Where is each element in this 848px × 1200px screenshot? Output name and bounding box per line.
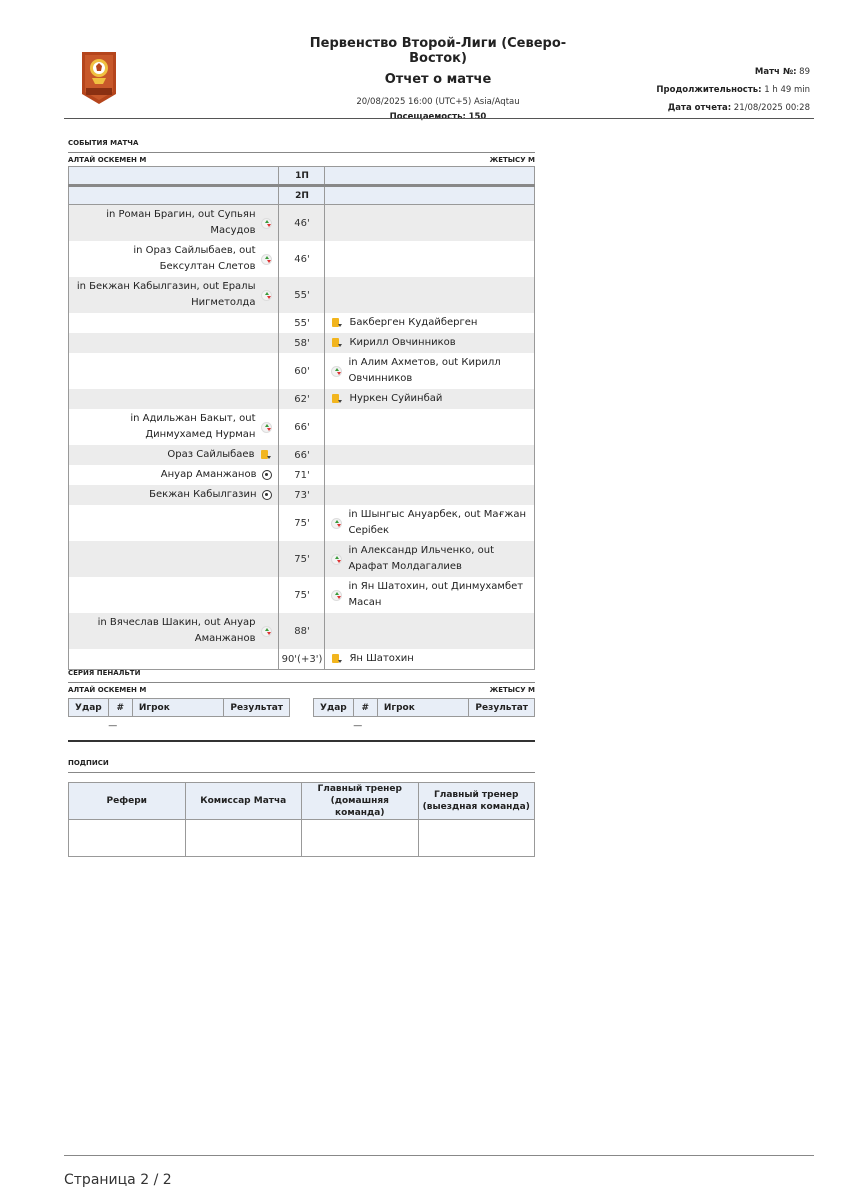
signatures-table xyxy=(68,782,535,857)
penalty-section xyxy=(68,669,535,742)
away-penalty-table xyxy=(313,698,535,735)
event-text: in Ораз Сайлыбаев, out Бексултан Слетов xyxy=(133,245,256,272)
footer-divider xyxy=(64,1155,814,1156)
event-text: in Роман Брагин, out Супьян Масудов xyxy=(106,209,256,236)
sig-home-coach-header: Главный тренер (домашняя команда) xyxy=(302,783,419,820)
event-row xyxy=(69,577,535,613)
event-text: Бакберген Кудайберген xyxy=(349,317,478,328)
match-duration: Продолжительность: 1 h 49 min xyxy=(656,85,810,95)
event-text: in Александр Ильченко, out Арафат Молдагалиев xyxy=(348,545,495,572)
period-label-1: 1П xyxy=(279,167,325,186)
event-row xyxy=(69,541,535,577)
event-row xyxy=(69,241,535,277)
away-team-name: ЖЕТЫСУ М xyxy=(489,156,535,164)
event-text: Ян Шатохин xyxy=(349,653,414,664)
home-penalty-table xyxy=(68,698,290,735)
event-row xyxy=(69,205,535,242)
substitution-icon xyxy=(331,518,342,529)
report-date: Дата отчета: 21/08/2025 00:28 xyxy=(667,103,810,113)
goal-ball-icon xyxy=(262,470,272,480)
header-divider xyxy=(64,118,814,119)
event-row xyxy=(69,313,535,333)
substitution-icon xyxy=(331,590,342,601)
event-text: in Алим Ахметов, out Кирилл Овчинников xyxy=(348,357,501,384)
yellow-card-icon xyxy=(331,317,343,329)
event-row xyxy=(69,353,535,389)
substitution-icon xyxy=(261,422,272,433)
event-row xyxy=(69,445,535,465)
event-text: in Ян Шатохин, out Динмухамбет Масан xyxy=(348,581,524,608)
event-text: in Вячеслав Шакин, out Ануар Аманжанов xyxy=(97,617,256,644)
event-row xyxy=(69,649,535,670)
home-penalty-empty: — xyxy=(108,721,118,731)
attendance: Посещаемость: 150 xyxy=(389,112,487,122)
goal-ball-icon xyxy=(262,490,272,500)
col-number: # xyxy=(108,699,132,717)
yellow-card-icon xyxy=(331,653,343,665)
match-number: Матч №: 89 xyxy=(754,67,810,77)
away-penalty-empty: — xyxy=(353,721,363,731)
event-minute: 62' xyxy=(279,389,325,409)
event-row xyxy=(69,409,535,445)
substitution-icon xyxy=(331,366,342,377)
signatures-section-title: ПОДПИСИ xyxy=(68,759,535,773)
home-team-name: АЛТАЙ ОСКЕМЕН М xyxy=(68,156,147,164)
period-row-2 xyxy=(69,186,535,205)
col-player: Игрок xyxy=(377,699,469,717)
event-minute: 58' xyxy=(279,333,325,353)
yellow-card-icon xyxy=(331,337,343,349)
col-shot: Удар xyxy=(69,699,109,717)
event-minute: 66' xyxy=(279,445,325,465)
event-text: Ануар Аманжанов xyxy=(160,469,257,480)
period-row-1 xyxy=(69,167,535,186)
substitution-icon xyxy=(261,218,272,229)
col-player: Игрок xyxy=(132,699,224,717)
page-number: Страница 2 / 2 xyxy=(64,1172,172,1188)
sig-referee-box xyxy=(69,820,186,857)
event-minute: 71' xyxy=(279,465,325,485)
event-minute: 55' xyxy=(279,313,325,333)
event-row xyxy=(69,277,535,313)
col-result: Результат xyxy=(469,699,535,717)
substitution-icon xyxy=(261,290,272,301)
event-minute: 55' xyxy=(279,277,325,313)
event-minute: 75' xyxy=(279,505,325,541)
sig-away-coach-header: Главный тренер (выездная команда) xyxy=(418,783,535,820)
col-number: # xyxy=(353,699,377,717)
event-minute: 66' xyxy=(279,409,325,445)
match-events-section xyxy=(68,139,535,670)
col-result: Результат xyxy=(224,699,290,717)
league-logo xyxy=(76,50,122,106)
sig-commissioner-header: Комиссар Матча xyxy=(185,783,302,820)
report-title: Отчет о матче xyxy=(384,72,492,87)
event-row xyxy=(69,389,535,409)
sig-away-coach-box xyxy=(418,820,535,857)
col-shot: Удар xyxy=(314,699,354,717)
event-text: Бекжан Кабылгазин xyxy=(149,489,257,500)
league-title: Первенство Второй-Лиги (Северо-Восток) xyxy=(309,36,567,66)
signatures-section xyxy=(68,759,535,857)
event-minute: 46' xyxy=(279,205,325,242)
substitution-icon xyxy=(261,626,272,637)
match-datetime: 20/08/2025 16:00 (UTC+5) Asia/Aqtau xyxy=(356,97,520,107)
event-text: Нуркен Суйинбай xyxy=(349,393,443,404)
event-text: Кирилл Овчинников xyxy=(349,337,456,348)
substitution-icon xyxy=(261,254,272,265)
event-minute: 75' xyxy=(279,541,325,577)
penalty-home-team: АЛТАЙ ОСКЕМЕН М xyxy=(68,686,147,694)
event-text: Ораз Сайлыбаев xyxy=(167,449,255,460)
event-minute: 88' xyxy=(279,613,325,649)
event-minute: 75' xyxy=(279,577,325,613)
events-table xyxy=(68,166,535,670)
substitution-icon xyxy=(331,554,342,565)
penalty-away-team: ЖЕТЫСУ М xyxy=(489,686,535,694)
penalty-section-title: СЕРИЯ ПЕНАЛЬТИ xyxy=(68,669,535,683)
match-info xyxy=(656,63,810,117)
event-minute: 46' xyxy=(279,241,325,277)
event-row xyxy=(69,485,535,505)
events-section-title: СОБЫТИЯ МАТЧА xyxy=(68,139,535,153)
event-row xyxy=(69,333,535,353)
sig-referee-header: Рефери xyxy=(69,783,186,820)
sig-home-coach-box xyxy=(302,820,419,857)
event-text: in Бекжан Кабылгазин, out Ералы Нигметолда xyxy=(76,281,256,308)
yellow-card-icon xyxy=(260,449,272,461)
event-minute: 90'(+3') xyxy=(279,649,325,670)
event-row xyxy=(69,505,535,541)
event-text: in Адильжан Бакыт, out Динмухамед Нурман xyxy=(130,413,256,440)
penalty-divider xyxy=(68,740,535,742)
period-label-2: 2П xyxy=(279,186,325,205)
sig-commissioner-box xyxy=(185,820,302,857)
event-row xyxy=(69,465,535,485)
event-row xyxy=(69,613,535,649)
event-minute: 73' xyxy=(279,485,325,505)
yellow-card-icon xyxy=(331,393,343,405)
event-text: in Шынгыс Ануарбек, out Мағжан Серібек xyxy=(348,509,527,536)
event-minute: 60' xyxy=(279,353,325,389)
